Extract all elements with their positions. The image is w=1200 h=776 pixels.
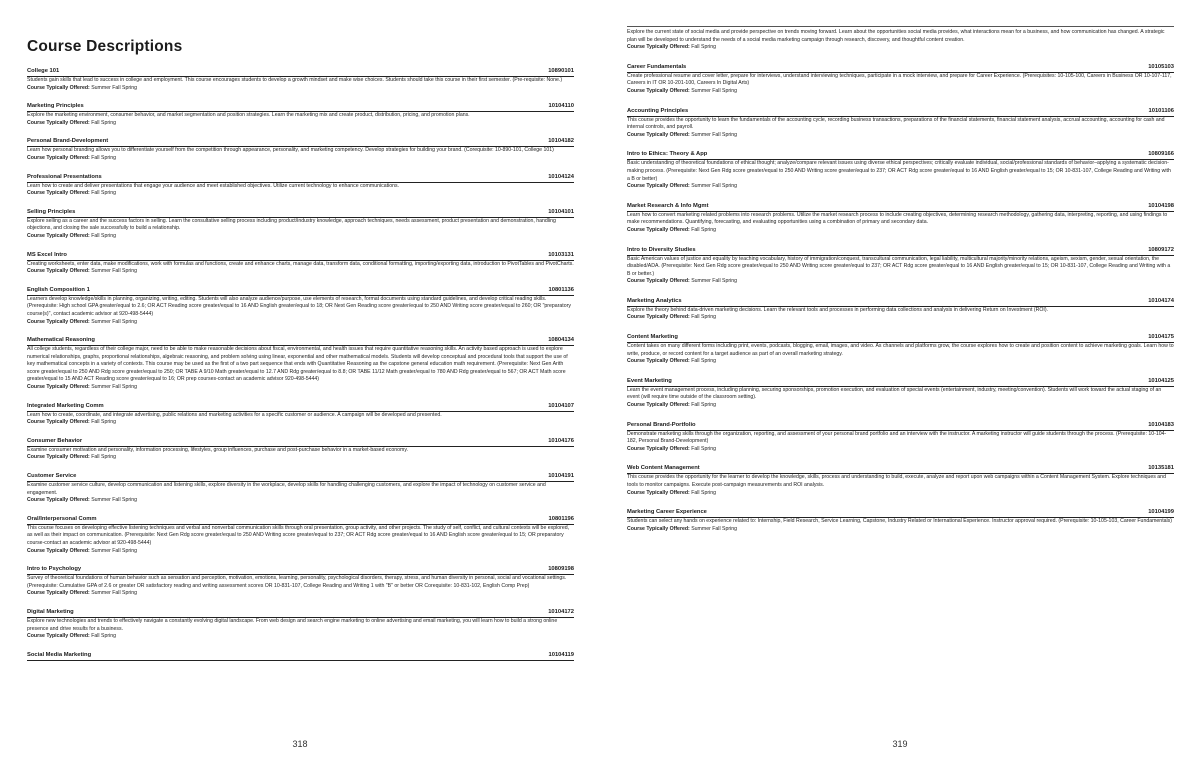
offered-terms: Summer Fall Spring [91, 318, 138, 325]
offered-terms: Summer Fall Spring [691, 87, 738, 94]
offered-label: Course Typically Offered: [627, 226, 690, 233]
offered-label: Course Typically Offered: [27, 84, 90, 91]
offered-terms: Fall Spring [91, 190, 116, 197]
course-entry [627, 334, 1174, 366]
course-header [27, 68, 574, 77]
course-code: 10809198 [548, 566, 574, 573]
course-name: Marketing Career Experience [627, 509, 707, 516]
offered-terms: Summer Fall Spring [691, 525, 738, 532]
course-entry [27, 438, 574, 462]
course-name: Social Media Marketing [27, 651, 92, 658]
course-name: Professional Presentations [27, 173, 102, 180]
offered-label: Course Typically Offered: [627, 489, 690, 496]
course-list-left [27, 68, 574, 661]
course-offered [27, 190, 574, 198]
course-name: Accounting Principles [627, 107, 689, 114]
course-description: Learn how to create and deliver presentations that engage your audience and meet established objectives. Utilize current technology to enhance communications. [27, 182, 399, 189]
course-offered [27, 155, 574, 163]
offered-terms: Fall Spring [691, 489, 716, 496]
course-description: Demonstrate marketing skills through the organization, reporting, and assessment of your personal brand portfolio and an interview with the instructor. A marketing instructor will guide students through the process. (Prerequisite: 10-104-182, Personal Brand-Development) [627, 430, 1167, 445]
course-name: Intro to Ethics: Theory & App [627, 151, 708, 158]
course-code: 10105103 [1148, 63, 1174, 70]
course-offered [27, 454, 574, 462]
offered-label: Course Typically Offered: [27, 633, 90, 640]
course-offered [627, 278, 1174, 286]
course-offered [627, 314, 1174, 322]
offered-label: Course Typically Offered: [27, 190, 90, 197]
course-offered [627, 183, 1174, 191]
offered-terms: Summer Fall Spring [91, 590, 138, 597]
offered-label: Course Typically Offered: [627, 87, 690, 94]
course-description: Explore the marketing environment, consumer behavior, and market segmentation and position strategies. Learn the marketing mix and create product, distribution, pricing, and promotion plans. [27, 112, 470, 119]
course-code: 10135181 [1148, 465, 1174, 472]
course-code: 10104119 [548, 651, 574, 658]
offered-label: Course Typically Offered: [27, 547, 90, 554]
course-name: Marketing Analytics [627, 297, 682, 304]
offered-label: Course Typically Offered: [27, 590, 90, 597]
course-header [27, 337, 574, 346]
course-offered [27, 319, 574, 327]
course-description: This course provides the opportunity to learn the fundamentals of the accounting cycle, recording business transactions, preparations of the financial statements, financial statement analysis, accrual accounting, accounting for cash and internal controls, and payroll. [627, 116, 1165, 131]
course-code: 10101106 [1148, 107, 1174, 114]
course-description: Learn how to create, coordinate, and integrate advertising, public relations and marketing activities for a specific customer or audience. A campaign will be developed and presented. [27, 411, 442, 418]
offered-label: Course Typically Offered: [627, 278, 690, 285]
course-name: English Composition 1 [27, 286, 90, 293]
offered-label: Course Typically Offered: [627, 183, 690, 190]
page-number-left: 318 [292, 739, 308, 749]
course-name: Oral/Interpersonal Comm [27, 515, 97, 522]
course-offered [27, 419, 574, 427]
course-name: Marketing Principles [27, 103, 84, 110]
course-header [27, 287, 574, 296]
course-description: Explore the current state of social media and provide perspective on trends moving forward. Learn about the opportunities social media provides, what interactions mean for a business, and how communication has changed. A strategic plan will be developed to understand the needs of a social media marketing campaign through research, discovery, and thoughtful content creation. [627, 29, 1165, 43]
course-offered [27, 633, 574, 641]
course-header [27, 403, 574, 412]
course-offered [27, 233, 574, 241]
course-offered [627, 526, 1174, 534]
offered-terms: Fall Spring [91, 633, 116, 640]
course-name: Intro to Psychology [27, 566, 82, 573]
course-header [627, 203, 1174, 212]
course-header [627, 151, 1174, 160]
page-title: Course Descriptions [27, 38, 183, 55]
course-offered [27, 85, 574, 93]
course-description: Learn how to convert marketing related problems into research problems. Utilize the market research process to include creating objectives, determining research methodology, gathering data, interpreting, reporting, and using findings to make recommendations. Quantifying, forecasting, and evaluating opportunities using a combination of primary and secondary data. [627, 211, 1168, 226]
course-code: 10104101 [548, 208, 574, 215]
offered-terms: Summer Fall Spring [91, 84, 138, 91]
offered-terms: Summer Fall Spring [91, 547, 138, 554]
course-entry [627, 422, 1174, 454]
course-header [27, 609, 574, 618]
offered-terms: Fall Spring [691, 44, 716, 51]
offered-terms: Fall Spring [91, 154, 116, 161]
course-name: Personal Brand-Development [27, 138, 109, 145]
offered-terms: Summer Fall Spring [691, 183, 738, 190]
course-description: Creating worksheets, enter data, make modifications, work with formulas and functions, create and enhance charts, manage data, transform data, conditional formatting, importing/exporting data, introduction to PivotTables and PivotCharts. [27, 260, 574, 267]
offered-label: Course Typically Offered: [627, 314, 690, 321]
course-code: 10804134 [548, 337, 574, 344]
course-header [27, 103, 574, 112]
course-offered [27, 497, 574, 505]
course-description: Examine consumer motivation and personality, information processing, lifestyles, group influences, purchase and post-purchase behavior in a market-based economy. [27, 446, 408, 453]
course-code: 10104124 [548, 173, 574, 180]
course-offered [627, 490, 1174, 498]
course-offered [27, 120, 574, 128]
offered-label: Course Typically Offered: [27, 119, 90, 126]
course-entry [27, 566, 574, 598]
offered-terms: Fall Spring [691, 314, 716, 321]
course-description: Create professional resume and cover letter, prepare for interviews, understand interviewing techniques, participate in a mock interview, and prepare for Career Experience. (Prerequisites: 10-105-100, Careers in Business OR 10-107-117, Careers in IT OR 10-201-100, Careers In Digital Arts) [627, 72, 1172, 87]
course-description: Content takes on many different forms including print, events, podcasts, blogging, email, images, and video. As channels and platforms grow, the course explores how to create and position content to achieve marketing goals. Learn how to write, produce, or record content for a target audience as part of an overall marketing strategy. [627, 343, 1174, 357]
course-entry [27, 68, 574, 92]
course-header [627, 334, 1174, 343]
course-code: 10104107 [548, 402, 574, 409]
course-code: 10103131 [548, 251, 574, 258]
course-description: Examine customer service culture, develop communication and listening skills, explore diversity in the workplace, develop skills for handling challenging customers, and explore the impact of technology on customer service and engagement. [27, 482, 546, 496]
course-description: Learn the event management process, including planning, securing sponsorships, promotion execution, and evaluation of special events (entertainment, industry, meeting/convention). Students will work toward the actual staging of an event (will require time outside of the classroom setting). [627, 386, 1162, 401]
offered-label: Course Typically Offered: [27, 419, 90, 426]
course-header [627, 64, 1174, 73]
page-number-right: 319 [892, 739, 908, 749]
course-entry [27, 174, 574, 198]
course-offered [27, 384, 574, 392]
course-entry [27, 516, 574, 555]
course-description: Learn how personal branding allows you to differentiate yourself from the competition through appearance, personality, and marketing competency. Develop strategies for building your brand. (Corequisite: 10-890-101, College 101) [27, 147, 554, 154]
course-description: Survey of theoretical foundations of human behavior such as sensation and perception, motivation, emotions, learning, personality, psychological disorders, therapy, stress, and human diversity in personal, social and vocational settings. (Prerequisite: Cumulative GPA of 2.6 or greater OR satisfactory reading and writing assessment scores OR 10-831-107, College Reading and Writing 1 with "B" or better OR Corequisite: 10-831-102, English Comp Prep) [27, 575, 567, 589]
course-description: Basic understanding of theoretical foundations of ethical thought; analyze/compare relevant issues using diverse ethical perspectives; critically evaluate individual, social/professional standards of behavior–applying a systematic decision-making process. (Prerequisite: Next Gen Rdg score greater/equal to 250 AND Writing score greater/equal to 237; OR ACT Rdg score greater/equal to 16 AND English greater/equal to 15; OR 10-831-107, College Reading and Writing with a B or better) [627, 160, 1171, 182]
course-name: Mathematical Reasoning [27, 337, 95, 344]
offered-label: Course Typically Offered: [27, 384, 90, 391]
offered-label: Course Typically Offered: [27, 268, 90, 275]
offered-terms: Fall Spring [91, 119, 116, 126]
offered-terms: Fall Spring [691, 445, 716, 452]
course-code: 10104182 [548, 138, 574, 145]
course-header [627, 509, 1174, 518]
course-name: Consumer Behavior [27, 437, 83, 444]
course-entry [27, 138, 574, 162]
divider [627, 26, 1174, 27]
course-code: 10809166 [1148, 151, 1174, 158]
course-entry [627, 298, 1174, 322]
course-header [27, 566, 574, 575]
course-offered [627, 446, 1174, 454]
course-code: 10104191 [548, 473, 574, 480]
course-code: 10104125 [1148, 377, 1174, 384]
course-code: 10104198 [1148, 202, 1174, 209]
course-offered [627, 132, 1174, 140]
course-entry [627, 203, 1174, 235]
course-entry [627, 509, 1174, 533]
offered-label: Course Typically Offered: [27, 318, 90, 325]
course-code: 10104176 [548, 437, 574, 444]
course-header [27, 516, 574, 525]
course-offered [27, 548, 574, 556]
offered-terms: Fall Spring [91, 232, 116, 239]
offered-terms: Fall Spring [691, 226, 716, 233]
course-name: Career Fundamentals [627, 63, 687, 70]
offered-terms: Summer Fall Spring [691, 278, 738, 285]
course-description: This course focuses on developing effective listening techniques and verbal and nonverbal communication skills through oral presentation, group activity, and other projects. The study of self, conflict, and cultural contexts will be explored, as well as their impact on communication. (Prerequisite: Next Gen Rdg score greater/equal to 250 AND Writing score greater/equal to 237; OR ACT Rdg score greater/equal to 16 AND English score greater/equal to 15; OR preparatory course-contact an academic advisor at 920-498-5444) [27, 524, 570, 546]
course-description: Learners develop knowledge/skills in planning, organizing, writing, editing. Students will also analyze audience/purpose, use elements of research, format documents using standard guidelines, and develop critical reading skills. (Prerequisite: High school GPA greater/equal to 2.6; OR ACT Reading score greater/equal to 16 AND English greater/equal to 18; OR Next Gen Reading score greater/equal to 250 AND Writing score greater/equal to 260; OR "preparatory course(s)", contact academic advisor at 920-498-5444) [27, 295, 571, 317]
offered-label: Course Typically Offered: [27, 497, 90, 504]
course-header [627, 298, 1174, 307]
course-name: Integrated Marketing Comm [27, 402, 104, 409]
course-entry [627, 108, 1174, 140]
course-entry [27, 473, 574, 505]
course-code: 10104183 [1148, 421, 1174, 428]
course-header [627, 108, 1174, 117]
course-code: 10890101 [548, 68, 574, 74]
offered-label: Course Typically Offered: [627, 358, 690, 365]
offered-terms: Summer Fall Spring [91, 384, 138, 391]
course-entry [27, 403, 574, 427]
offered-terms: Fall Spring [691, 358, 716, 365]
course-description: Basic American values of justice and equality by teaching vocabulary, history of immigration/conquest, transcultural communication, legal liability, multicultural majority/minority relations, ageism, sexism, gender, sexual orientation, the disabled/ADA. (Prerequisite: Next Gen Rdg score greater/equal to 250 AND Writing score greater/equal to 237; OR ACT Rdg score greater/equal to 16 AND English greater/equal to 15; OR 10-831-107, College Reading and Writing with a B or better.) [627, 255, 1171, 277]
offered-label: Course Typically Offered: [27, 454, 90, 461]
course-entry [27, 652, 574, 661]
course-offered [627, 358, 1174, 366]
course-offered [627, 88, 1174, 96]
course-name: Web Content Management [627, 465, 700, 472]
course-header [27, 209, 574, 218]
course-code: 10104199 [1148, 509, 1174, 516]
course-code: 10104110 [548, 103, 574, 110]
course-description: Explore the theory behind data-driven marketing decisions. Learn the relevant tools and processes in performing data collections and analysis in delivering Return on Investment (ROI). [627, 306, 1048, 313]
course-name: Customer Service [27, 473, 77, 480]
course-header [627, 247, 1174, 256]
course-name: Personal Brand-Portfolio [627, 421, 696, 428]
course-entry [27, 103, 574, 127]
offered-label: Course Typically Offered: [27, 232, 90, 239]
offered-label: Course Typically Offered: [627, 445, 690, 452]
course-entry [627, 64, 1174, 96]
course-header [627, 378, 1174, 387]
course-code: 10104174 [1148, 297, 1174, 304]
course-entry [27, 209, 574, 241]
course-entry [627, 378, 1174, 410]
course-offered [627, 227, 1174, 235]
course-description: Students gain skills that lead to success in college and employment. This course encourages students to develop a growth mindset and make wise choices. Students should take this course in their first semester. (Pre-requisite: None.) [27, 77, 563, 83]
course-code: 10801196 [548, 515, 574, 522]
course-name: Market Research & Info Mgmt [627, 202, 709, 209]
course-name: Intro to Diversity Studies [627, 246, 696, 253]
course-offered [27, 590, 574, 598]
offered-terms: Fall Spring [91, 454, 116, 461]
course-name: MS Excel Intro [27, 251, 67, 258]
course-header [627, 422, 1174, 431]
course-description: Explore selling as a career and the success factors in selling. Learn the consultative selling process including product/industry knowledge, approach techniques, needs assessment, product presentation and demonstration, handling objections, and closing the sale successfully to build a relationship. [27, 217, 556, 232]
course-header [627, 465, 1174, 474]
offered-terms: Fall Spring [691, 402, 716, 409]
course-entry [27, 287, 574, 326]
course-name: Event Marketing [627, 377, 672, 384]
offered-terms: Fall Spring [91, 419, 116, 426]
offered-terms: Summer Fall Spring [91, 497, 138, 504]
course-header [27, 252, 574, 261]
course-entry [627, 465, 1174, 497]
course-entry [27, 337, 574, 392]
course-code: 10801136 [548, 286, 574, 293]
offered-terms: Summer Fall Spring [691, 131, 738, 138]
course-name: Digital Marketing [27, 608, 74, 615]
course-name: Content Marketing [627, 334, 678, 341]
offered-label: Course Typically Offered: [627, 131, 690, 138]
course-entry [27, 252, 574, 276]
course-description: Students can select any hands on experience related to: Internship, Field Research, Service Learning, Capstone, Industry Related or International Experience. Instructor approval required. (Prerequisite: 10-105-103, Career Fundamentals) [627, 518, 1172, 525]
course-description: Explore new technologies and trends to effectively navigate a constantly evolving digital landscape. From web design and search engine marketing to online advertising and email marketing, you will learn how to build a strong online presence and drive results for a business. [27, 617, 558, 632]
course-entry [27, 609, 574, 641]
course-offered [627, 402, 1174, 410]
course-header [27, 438, 574, 447]
course-description: This course provides the opportunity for the learner to develop the knowledge, skills, process and understanding to build, execute, analyze and report upon web campaigns within a Content Management System. Explore techniques and tools to monitor campaigns. Execute post-campaign measurements and ROI analysis. [627, 474, 1166, 488]
offered-label: Course Typically Offered: [27, 154, 90, 161]
course-list-right [627, 26, 1174, 533]
course-description: All college students, regardless of their college major, need to be able to make reasonable decisions about fiscal, environmental, and health issues that require quantitative reasoning skills. An activity based approach is used to explore numerical relationships, graphs, proportional relationships, algebraic reasoning, and problem solving using linear, exponential and other mathematical models. Students will develop conceptual and procedural tools that support the use of key mathematical concepts in a variety of contexts. This course may be used as the first of a two part sequence that ends with Quantitative Reasoning as the capstone general education math requirement. (Prerequisite: Next Gen Arith score greater/equal to 250 AND Rdg score greater/equal to 250; OR TABE A 9/10 Math greater/equal to 12.7 AND Rdg greater/equal to 8.8; OR TABE 11/12 Math greater/equal to 780 AND Rdg greater/equal to 567; OR ACT Math score greater/equal to 15 AND ACT Reading score greater/equal to 16; OR prep courses-contact an academic advisor 920-498-5444) [27, 346, 568, 383]
course-code: 10104175 [1148, 334, 1174, 341]
course-header [27, 473, 574, 482]
course-offered [627, 44, 1174, 52]
course-header [27, 174, 574, 183]
course-header [27, 138, 574, 147]
course-name: College 101 [27, 68, 60, 74]
course-header [27, 652, 574, 661]
offered-label: Course Typically Offered: [627, 44, 690, 51]
course-code: 10104172 [548, 608, 574, 615]
offered-terms: Summer Fall Spring [91, 268, 138, 275]
offered-label: Course Typically Offered: [627, 525, 690, 532]
course-entry [627, 247, 1174, 286]
page-right [600, 0, 1200, 776]
course-code: 10809172 [1148, 246, 1174, 253]
course-name: Selling Principles [27, 208, 76, 215]
course-offered [27, 268, 574, 276]
offered-label: Course Typically Offered: [627, 402, 690, 409]
course-entry [627, 151, 1174, 190]
